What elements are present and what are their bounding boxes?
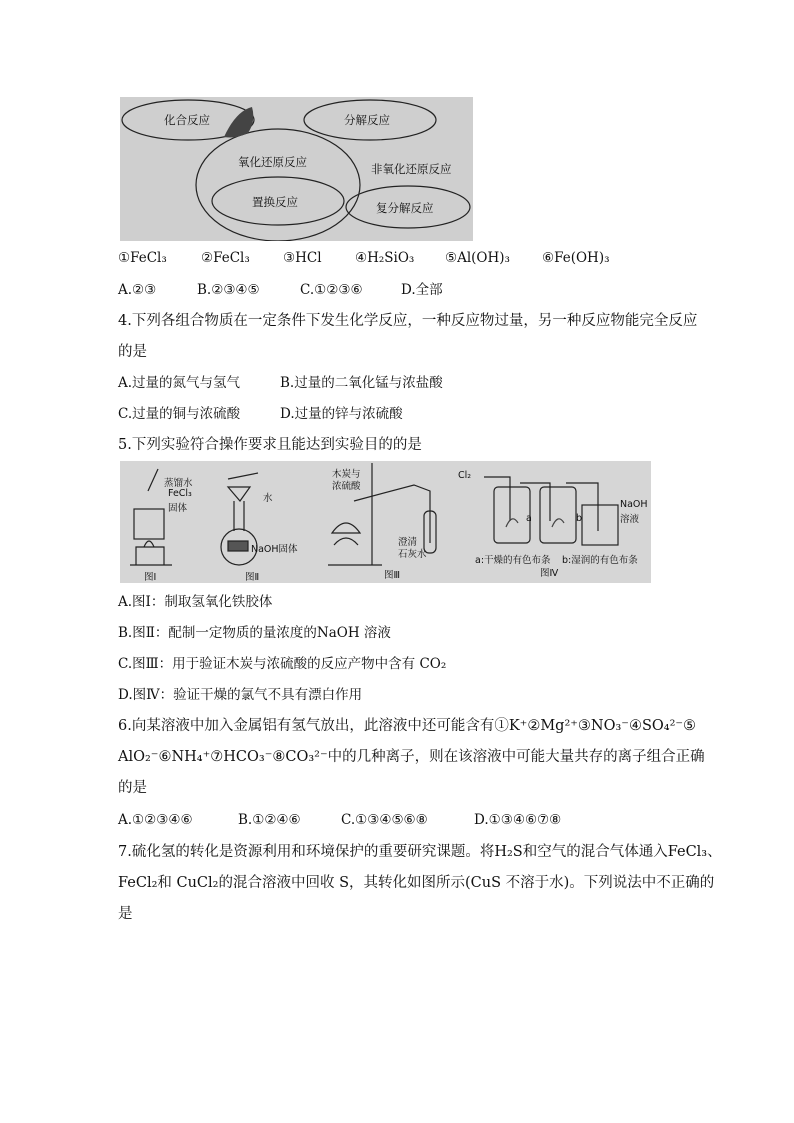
venn-label-decomposition: 分解反应 xyxy=(344,113,390,127)
q6-line3: 的是 xyxy=(118,780,147,796)
label-cl2: Cl₂ xyxy=(458,470,472,481)
q6-option-d: D.①③④⑥⑦⑧ xyxy=(474,812,562,828)
q3-option-a: A.②③ xyxy=(118,282,157,298)
q3-option-c: C.①②③⑥ xyxy=(300,282,363,298)
label-distilled-water: 蒸馏水 xyxy=(164,478,193,489)
q3-option-b: B.②③④⑤ xyxy=(197,282,260,298)
q7-line1: 7.硫化氢的转化是资源利用和环境保护的重要研究课题。将H₂S和空气的混合气体通入FeCl₃、 xyxy=(118,844,722,860)
label-a: a xyxy=(526,513,532,524)
q5-option-c: C.图Ⅲ：用于验证木炭与浓硫酸的反应产物中含有 CO₂ xyxy=(118,656,447,672)
label-charcoal: 木炭与 xyxy=(332,469,361,480)
q6-option-b: B.①②④⑥ xyxy=(238,812,301,828)
q3-item: ④H₂SiO₃ xyxy=(355,250,415,266)
venn-label-non-redox: 非氧化还原反应 xyxy=(371,162,452,176)
q4-option-b: B.过量的二氧化锰与浓盐酸 xyxy=(280,375,443,391)
q3-item: ③HCl xyxy=(283,250,322,266)
label-legend-a: a:干燥的有色布条 xyxy=(475,555,551,566)
q5-option-d: D.图Ⅳ：验证干燥的氯气不具有漂白作用 xyxy=(118,687,363,703)
q3-option-d: D.全部 xyxy=(401,282,443,298)
caption-fig3: 图Ⅲ xyxy=(384,570,401,581)
q5-stem: 5.下列实验符合操作要求且能达到实验目的的是 xyxy=(118,437,422,453)
q4-option-a: A.过量的氮气与氢气 xyxy=(118,375,241,391)
q4-option-c: C.过量的铜与浓硫酸 xyxy=(118,406,241,422)
q5-option-b: B.图Ⅱ：配制一定物质的量浓度的NaOH 溶液 xyxy=(118,625,391,641)
label-conc-acid: 浓硫酸 xyxy=(332,481,361,492)
q7-line2: FeCl₂和 CuCl₂的混合溶液中回收 S，其转化如图所示(CuS 不溶于水)。下列说法中不正确的 xyxy=(118,875,715,891)
caption-fig4: 图Ⅳ xyxy=(540,568,559,579)
q6-option-c: C.①③④⑤⑥⑧ xyxy=(341,812,428,828)
label-solution: 溶液 xyxy=(620,514,640,525)
label-naoh-solid: NaOH固体 xyxy=(251,544,298,555)
q3-item: ⑥Fe(OH)₃ xyxy=(542,250,610,266)
redox-ellipse xyxy=(196,129,360,241)
q4-option-d: D.过量的锌与浓硫酸 xyxy=(280,406,403,422)
q3-item: ①FeCl₃ xyxy=(118,250,167,266)
q6-option-a: A.①②③④⑥ xyxy=(118,812,193,828)
q6-line1: 6.向某溶液中加入金属铝有氢气放出，此溶液中还可能含有①K⁺②Mg²⁺③NO₃⁻④SO₄²⁻⑤ xyxy=(118,718,697,734)
caption-fig2: 图Ⅱ xyxy=(245,572,260,583)
q5-option-a: A.图Ⅰ：制取氢氧化铁胶体 xyxy=(118,594,273,610)
venn-label-double-decomposition: 复分解反应 xyxy=(376,201,434,215)
q4-stem-line2: 的是 xyxy=(118,344,147,360)
q3-item: ⑤Al(OH)₃ xyxy=(445,250,510,266)
label-naoh: NaOH xyxy=(620,499,648,510)
label-legend-b: b:湿润的有色布条 xyxy=(562,555,638,566)
venn-label-displacement: 置换反应 xyxy=(252,195,298,209)
label-fecl3: FeCl₃ xyxy=(168,488,192,499)
venn-label-redox: 氧化还原反应 xyxy=(238,155,307,169)
label-clear: 澄清 xyxy=(398,537,418,548)
venn-diagram xyxy=(120,97,473,241)
caption-fig1: 图Ⅰ xyxy=(144,572,157,583)
label-limewater: 石灰水 xyxy=(398,549,427,560)
venn-label-combination: 化合反应 xyxy=(164,113,210,127)
label-b: b xyxy=(576,513,583,524)
q4-stem-line1: 4.下列各组合物质在一定条件下发生化学反应，一种反应物过量，另一种反应物能完全反应 xyxy=(118,313,698,329)
apparatus-figure xyxy=(120,461,651,583)
label-solid: 固体 xyxy=(168,503,188,514)
q6-line2: AlO₂⁻⑥NH₄⁺⑦HCO₃⁻⑧CO₃²⁻中的几种离子，则在该溶液中可能大量共存的离子组合正确 xyxy=(118,749,705,765)
label-water: 水 xyxy=(263,493,273,504)
q7-line3: 是 xyxy=(118,906,133,922)
q3-item: ②FeCl₃ xyxy=(201,250,250,266)
